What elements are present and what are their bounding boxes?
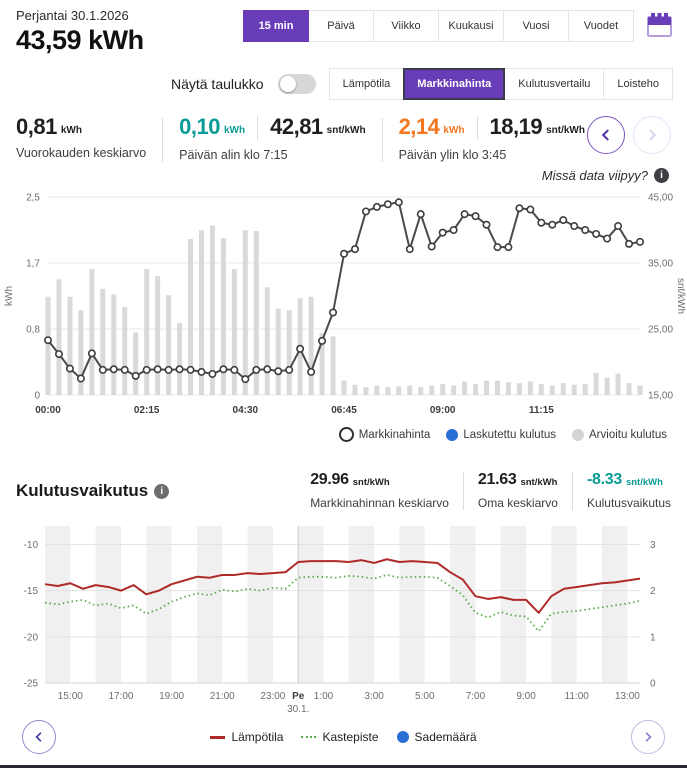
x-axis-labels [58,691,640,715]
show-table-toggle[interactable] [278,74,316,94]
svg-text:snt/kWh: snt/kWh [675,277,686,315]
svg-text:1,7: 1,7 [26,258,40,270]
svg-text:04:30: 04:30 [232,405,259,416]
daily-stats-row [16,116,671,162]
svg-text:17:00: 17:00 [108,691,134,702]
legend-item-markkinahinta[interactable] [339,427,431,442]
svg-text:23:00: 23:00 [260,691,286,702]
info-icon[interactable] [154,484,169,499]
svg-text:-25: -25 [23,678,38,690]
svg-text:35,00: 35,00 [648,258,674,270]
header-controls [244,10,673,42]
impact-stats [310,472,671,510]
svg-text:30.1.: 30.1. [287,704,310,715]
next-day-button[interactable] [633,116,671,154]
weather-chart[interactable] [0,518,687,716]
stat-own-average: 21.63 snt/kWh Oma keskiarvo [477,471,558,510]
svg-text:Pe: Pe [292,691,305,702]
stat-impact: -8.33 snt/kWh Kulutusvaikutus [586,471,671,510]
legend-item-laskutettu-kulutus[interactable] [446,429,556,441]
consumption-price-chart[interactable] [0,183,687,427]
svg-text:5:00: 5:00 [415,691,435,702]
legend-item-sademäärä[interactable] [397,730,477,744]
svg-text:09:00: 09:00 [429,405,456,416]
legend-label: Laskutettu kulutus [463,428,557,441]
period-tab-kuukausi[interactable]: Kuukausi [438,10,504,42]
day-navigation [587,116,671,154]
date-label: Perjantai 30.1.2026 [16,8,129,23]
view-tabs [330,68,673,100]
header-totals [16,8,144,56]
svg-text:0: 0 [34,390,40,402]
divider [162,118,163,162]
svg-text:kWh: kWh [4,286,15,306]
stat-daily-min [179,116,365,162]
svg-text:-20: -20 [23,632,38,644]
view-tab-markkinahinta[interactable]: Markkinahinta [403,68,505,100]
data-delay-link[interactable]: Missä data viipyy? [541,168,648,183]
stat-daily-max [399,116,585,162]
svg-text:00:00: 00:00 [35,405,61,416]
impact-title [16,481,169,501]
legend-label: Sademäärä [414,730,477,744]
view-tab-loisteho[interactable]: Loisteho [603,68,673,100]
svg-text:0: 0 [650,678,656,690]
chevron-right-icon [642,731,654,743]
svg-text:7:00: 7:00 [465,691,486,702]
divider [257,116,258,140]
show-table-label: Näytä taulukko [170,76,264,92]
line-lämpötila[interactable] [45,559,640,613]
legend-label: Markkinahinta [358,428,431,441]
stat-value: 0,81 [16,114,57,139]
stat-unit: kWh [60,125,82,136]
hour-bands [45,526,627,683]
svg-text:-10: -10 [23,539,38,551]
stat-caption: Päivän alin klo 7:15 [179,148,288,162]
weather-legend [56,730,631,744]
stat-min-kwh: 0,10 kWh [179,114,246,139]
svg-text:15:00: 15:00 [57,691,83,702]
weather-footer [22,720,665,754]
stat-caption: Vuorokauden keskiarvo [16,146,147,160]
next-period-button[interactable] [631,720,665,754]
period-tab-vuosi[interactable]: Vuosi [503,10,569,42]
x-axis-labels [35,405,554,416]
stat-max-kwh: 2,14 kWh [398,114,465,139]
calendar-button[interactable] [646,12,673,41]
previous-period-button[interactable] [22,720,56,754]
stat-caption: Markkinahinnan keskiarvo [310,496,449,510]
svg-text:2,5: 2,5 [26,192,40,204]
legend-item-kastepiste[interactable] [301,730,378,744]
svg-text:06:45: 06:45 [331,405,357,416]
stat-caption: Päivän ylin klo 3:45 [398,148,507,162]
svg-text:-15: -15 [23,586,38,598]
dot-glyph [397,731,409,743]
impact-title-text: Kulutusvaikutus [16,481,149,500]
divider [572,472,573,510]
svg-text:02:15: 02:15 [133,405,160,416]
period-tab-15-min[interactable]: 15 min [243,10,309,42]
line-glyph [210,736,225,739]
stat-caption: Kulutusvaikutus [586,496,671,510]
total-consumption [16,25,144,56]
period-tab-vuodet[interactable]: Vuodet [568,10,634,42]
chevron-left-icon [33,731,45,743]
svg-text:3: 3 [650,539,656,551]
toggle-knob [280,76,296,92]
stat-max-price: 18,19 snt/kWh [489,114,585,139]
impact-section [16,472,671,510]
data-delay-row [0,168,669,183]
chart-controls-row [0,68,687,100]
svg-text:21:00: 21:00 [209,691,235,702]
dot-glyph [446,429,458,441]
divider [463,472,464,510]
svg-text:11:15: 11:15 [528,405,554,416]
divider [477,116,478,140]
stat-min-price: 42,81 snt/kWh [270,114,366,139]
stat-daily-average [16,116,146,160]
grid [45,526,640,683]
period-tabs [244,10,634,42]
view-tab-lämpötila[interactable]: Lämpötila [329,68,405,100]
legend-label: Lämpötila [231,730,284,744]
calendar-icon [646,12,673,38]
svg-text:13:00: 13:00 [614,691,640,702]
svg-text:0,8: 0,8 [26,324,40,336]
svg-text:2: 2 [650,586,656,598]
open-circle-glyph [339,427,354,442]
chevron-left-icon [599,128,613,142]
dotted-line-glyph [301,736,316,738]
total-unit: kWh [88,25,144,55]
previous-day-button[interactable] [587,116,625,154]
period-tab-päivä[interactable]: Päivä [308,10,374,42]
svg-text:1: 1 [650,632,656,644]
svg-text:15,00: 15,00 [648,390,674,402]
main-chart-legend [0,427,687,442]
chevron-right-icon [645,128,659,142]
legend-label: Kastepiste [322,730,379,744]
stat-market-average: 29.96 snt/kWh Markkinahinnan keskiarvo [310,471,449,510]
svg-text:3:00: 3:00 [364,691,384,702]
line-kastepiste[interactable] [45,575,640,631]
view-tab-kulutusvertailu[interactable]: Kulutusvertailu [504,68,604,100]
stat-caption: Oma keskiarvo [477,496,558,510]
svg-text:11:00: 11:00 [564,691,589,702]
divider [382,118,383,162]
legend-label: Arvioitu kulutus [589,428,667,441]
header [0,0,687,56]
period-tab-viikko[interactable]: Viikko [373,10,439,42]
svg-text:19:00: 19:00 [159,691,185,702]
total-value: 43,59 [16,25,82,55]
svg-text:45,00: 45,00 [648,192,674,204]
legend-item-arvioitu-kulutus[interactable] [572,429,667,441]
legend-item-lämpötila[interactable] [210,730,283,744]
svg-text:25,00: 25,00 [648,324,674,336]
svg-text:9:00: 9:00 [516,691,536,702]
svg-text:1:00: 1:00 [313,691,334,702]
dot-glyph [572,429,584,441]
info-icon[interactable] [654,168,669,183]
